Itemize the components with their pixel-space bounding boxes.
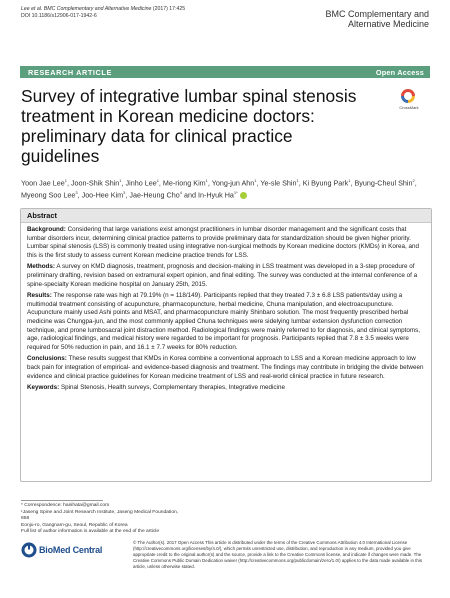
- author-name[interactable]: Me-riong Kim: [162, 178, 206, 188]
- affiliation-line: ¹Jaseng Spine and Joint Research Institute, Jaseng Medical Foundation, 858: [21, 509, 179, 522]
- citation-block: [21, 6, 185, 20]
- author-name[interactable]: Yong-jun Ahn: [211, 178, 255, 188]
- author-name[interactable]: Jae-Heung Cho: [129, 190, 180, 200]
- orcid-icon[interactable]: [240, 192, 247, 199]
- author-affiliation-marker: 1: [254, 178, 257, 183]
- author-affiliation-marker: 1: [156, 178, 159, 183]
- affiliation-note: Full list of author information is available at the end of the article: [21, 529, 160, 535]
- journal-name-line2: Alternative Medicine: [347, 19, 429, 29]
- journal-name: [325, 9, 429, 29]
- doi[interactable]: DOI 10.1186/s12906-017-1942-6: [21, 13, 97, 19]
- author-name[interactable]: Yoon Jae Lee: [21, 178, 65, 188]
- journal-name-line1: BMC Complementary and: [325, 9, 429, 19]
- author-affiliation-marker: 4: [179, 190, 182, 196]
- author-affiliation-marker: 3: [75, 190, 78, 196]
- abstract-conclusions: [27, 355, 425, 381]
- author-name[interactable]: Joon-Shik Shin: [70, 178, 120, 188]
- open-access-label: Open Access: [375, 68, 424, 77]
- author-name[interactable]: Myeong Soo Lee: [21, 190, 76, 200]
- keywords-label: Keywords:: [27, 384, 60, 392]
- author-conjunction: and: [183, 190, 196, 200]
- section-text: Considering that large variations exist amongst practitioners in lumbar disorder management and the significant costs that lumbar disorders incur, determining clinical practice patterns to provide preliminary data for standardization should be given higher priority. Lumbar spinal stenosis (LSS) is commonly treated using integrative non-surgical methods by Korean medicine doctors (KMDs) in Korea, and this is the first study to assess current Korean medicine practice trends for LSS.: [27, 226, 419, 259]
- abstract-background: [27, 226, 425, 260]
- author-affiliation-marker: 3: [123, 190, 126, 196]
- abstract-heading: Abstract: [27, 211, 57, 220]
- author-affiliation-marker: 2: [412, 178, 415, 183]
- section-label: Methods:: [27, 263, 55, 271]
- correspondence-email[interactable]: * Correspondence: hanihata@gmail.com: [21, 503, 110, 508]
- crossmark-label: CrossMark: [399, 105, 419, 110]
- author-list: Yoon Jae Lee$^1$, Joon-Shik Shin$^1$, Jinho Lee$^1$, Me-riong Kim$^1$, Yong-jun Ahn$^1$, Ye-sle Shin$^1$, Ki Byung Park$^1$, Byung-Cheul Shin$^2$, Myeong Soo Lee$^3$, Joo-Hee Kim$^3$, Jae-Heung Cho$^4$ and In-Hyuk $Ha^{1*}$: [21, 178, 417, 200]
- abstract-methods: [27, 263, 425, 289]
- author-name[interactable]: In-Hyuk Ha: [197, 190, 234, 200]
- author-affiliation-marker: 1: [64, 178, 67, 183]
- affiliation-footnote: [21, 503, 186, 536]
- section-label: Results:: [27, 292, 52, 300]
- section-text: These results suggest that KMDs in Korea combine a conventional approach to LSS and a Korean medicine approach to low back pain for integration of empirical- and evidence-based diagnosis and treatment. The findings may contribute in bridging the divide between evidence and clinical practice guidelines for Korean medicine treatment of LSS and real-world clinical practice in future research.: [27, 355, 424, 380]
- abstract-box: [20, 208, 432, 482]
- abstract-results: [27, 292, 425, 352]
- affiliation-line: Eonju-ro, Gangnam-gu, Seoul, Republic of Korea: [21, 522, 128, 528]
- article-title: Survey of integrative lumbar spinal stenosis treatment in Korean medicine doctors: preliminary data for clinical practice guidelines: [21, 86, 357, 166]
- author-name[interactable]: Ki Byung Park: [302, 178, 349, 188]
- section-text: A survey on KMD diagnosis, treatment, prognosis and decision-making in LSS treatment was developed in a 3-step procedure of preliminary drafting, revision based on extramural expert opinion, and final editing. The survey was conducted at the internal conference of a spine-specialty Korean medicine hospital on January 25th, 2015.: [27, 263, 418, 288]
- biomed-central-logo[interactable]: [21, 542, 121, 560]
- author-affiliation-marker: 1: [205, 178, 208, 183]
- abstract-header: [21, 209, 431, 223]
- crossmark-icon: [401, 89, 415, 103]
- author-affiliation-marker: 1: [119, 178, 122, 183]
- citation-journal: Lee et al. BMC Complementary and Alternative Medicine: [21, 6, 152, 12]
- author-name[interactable]: Jinho Lee: [125, 178, 157, 188]
- author-affiliation-marker: 1: [348, 178, 351, 183]
- section-label: Conclusions:: [27, 355, 67, 363]
- author-affiliation-marker: 1: [296, 178, 299, 183]
- keywords-text: Spinal Stenosis, Health surveys, Complementary therapies, Integrative medicine: [60, 384, 285, 392]
- author-affiliation-marker: 1*: [233, 190, 238, 196]
- abstract-body: [27, 226, 425, 396]
- author-name[interactable]: Joo-Hee Kim: [81, 190, 124, 200]
- abstract-keywords: [27, 384, 425, 393]
- author-name[interactable]: Byung-Cheul Shin: [354, 178, 413, 188]
- section-text: The response rate was high at 79.19% (n = 118/149). Participants replied that they treated 7.3 ± 6.8 LSS patients/day using a multimodal treatment consisting of acupuncture, pharmacopuncture, herbal medicine, Chuna manipulation, and electroacupuncture. Acupuncture mainly used Ashi points and MSAT, and pharmacopuncture mainly Shinbaro solution. The most frequently prescribed herbal medicine was Chungpa-jun, and the most commonly applied Chuna techniques were sidelying lumbar extension dysfunction correction technique, and prone lumbosacral joint distraction method. Radiological findings were mainly referred to for diagnosis, and clinical symptoms, age, radiological findings, and medical history were regarded to be important for prognosis. Participants replied that 7.8 ± 3.5 weeks were required for 50% reduction in pain, and 16.1 ± 7.7 weeks for 80% reduction.: [27, 292, 421, 351]
- article-type-banner: [20, 66, 430, 78]
- publisher-name: BioMed Central: [39, 545, 103, 555]
- footnote-divider: [21, 500, 103, 501]
- biomed-central-icon: [21, 542, 37, 558]
- article-type: RESEARCH ARTICLE: [28, 68, 112, 77]
- author-name[interactable]: Ye-sle Shin: [260, 178, 297, 188]
- citation-issue: (2017) 17:425: [151, 6, 186, 12]
- section-label: Background:: [27, 226, 66, 233]
- license-statement: © The Author(s). 2017 Open Access This article is distributed under the terms of the Creative Commons Attribution 4.0 International License (http://creativecommons.org/licenses/by/4.0/), which permits unrestricted use, distribution, and reproduction in any medium, provided you give appropriate credit to the original author(s) and the source, provide a link to the Creative Commons license, and indicate if changes were made. The Creative Commons Public Domain Dedication waiver (http://creativecommons.org/publicdomain/zero/1.0/) applies to the data made available in this article, unless otherwise stated.: [133, 540, 423, 570]
- crossmark-badge[interactable]: [386, 89, 432, 115]
